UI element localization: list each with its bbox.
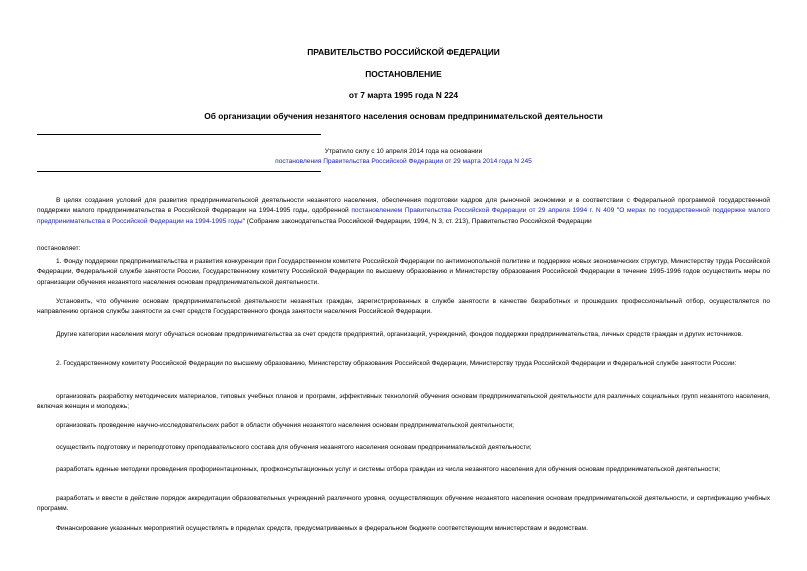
paragraph-2: Установить, что обучение основам предпринимательской деятельности незанятых граждан, зарегистрированных в службе занятости в качестве безработных и прошедших профессиональный отбор, осуществляется по направлению органов службы занятости за счет средств Государственного фонда занятости населения Российской Федерации. <box>37 298 770 316</box>
paragraph-8: разработать единые методики проведения профориентационных, профконсультационных услуг и системы отбора граждан из числа незанятого населения для обучения основам предпринимательской деятельности; <box>56 466 721 473</box>
support-measures-link[interactable]: О мерах по государственной поддержке малого предпринимательства в Российской Федерации на 1994-1995 годы <box>37 207 770 225</box>
preamble-paragraph <box>37 196 770 227</box>
paragraph-7: осуществить подготовку и переподготовку преподавательского состава для обучения незанятого населения основам предпринимательской деятельности; <box>56 444 532 451</box>
top-divider <box>37 134 321 135</box>
preamble-text-a: В целях создания условий для развития предпринимательской деятельности незанятого населения, обеспечения подготовки кадров для рыночной экономики и в соответствии с Федеральной программой государственной поддержки малого предпринимательства в Российской Федерации на 1994-1995 годы, одобренной <box>37 197 770 215</box>
org-name: ПРАВИТЕЛЬСТВО РОССИЙСКОЙ ФЕДЕРАЦИИ <box>307 47 500 57</box>
doc-type: ПОСТАНОВЛЕНИЕ <box>365 69 442 79</box>
paragraph-1: 1. Фонду поддержки предпринимательства и развития конкуренции при Государственном комитете Российской Федерации по антимонопольной политике и поддержке новых экономических структур, Министерству труда Российской Федерации, Федеральной службе занятости России, Государственному комитету Российской Федерации по высшему образованию и Министерству образования Российской Федерации в течение 1995-1996 годов осуществить меры по организации обучения незанятого населения основам предпринимательской деятельности. <box>37 258 770 286</box>
paragraph-6: организовать проведение научно-исследовательских работ в области обучения незанятого населения основам предпринимательской деятельности; <box>56 422 515 429</box>
decree-word: постановляет: <box>37 245 81 252</box>
doc-date-number: от 7 марта 1995 года N 224 <box>348 90 459 100</box>
doc-title: Об организации обучения незанятого населения основам предпринимательской деятельности <box>204 111 603 121</box>
paragraph-9: разработать и ввести в действие порядок аккредитации образовательных учреждений различного уровня, осуществляющих обучение незанятого населения основам предпринимательской деятельности, и сертификацию учебных программ. <box>37 495 770 513</box>
paragraph-5: организовать разработку методических материалов, типовых учебных планов и программ, эффективных технологий обучения основам предпринимательской деятельности для различных социальных групп незанятого населения, включая женщин и молодежь; <box>37 393 770 411</box>
preamble-text-b: " <box>614 207 620 215</box>
repeal-decree-link[interactable]: постановления Правительства Российской Федерации от 29 марта 2014 года N 245 <box>275 158 532 165</box>
status-note-link-line <box>0 157 807 167</box>
bottom-divider <box>37 171 321 172</box>
paragraph-4: 2. Государственному комитету Российской Федерации по высшему образованию, Министерству образования Российской Федерации, Министерству труда Российской Федерации и Федеральной службе занятости России: <box>56 360 737 367</box>
preamble-text-c: " (Собрание законодательства Российской Федерации, 1994, N 3, ст. 213), Правительство Российской Федерации <box>242 217 592 225</box>
paragraph-10: Финансирование указанных мероприятий осуществлять в пределах средств, предусматриваемых в федеральном бюджете соответствующим министерствам и ведомствам. <box>56 525 588 532</box>
status-note-text: Утратило силу с 10 апреля 2014 года на основании <box>324 148 483 155</box>
decree-409-link[interactable]: постановлением Правительства Российской Федерации от 29 апреля 1994 г. N 409 <box>351 207 615 215</box>
paragraph-3: Другие категории населения могут обучаться основам предпринимательства за счет средств предприятий, организаций, учреждений, фондов поддержки предпринимательства, личных средств граждан и других источников. <box>56 331 743 338</box>
